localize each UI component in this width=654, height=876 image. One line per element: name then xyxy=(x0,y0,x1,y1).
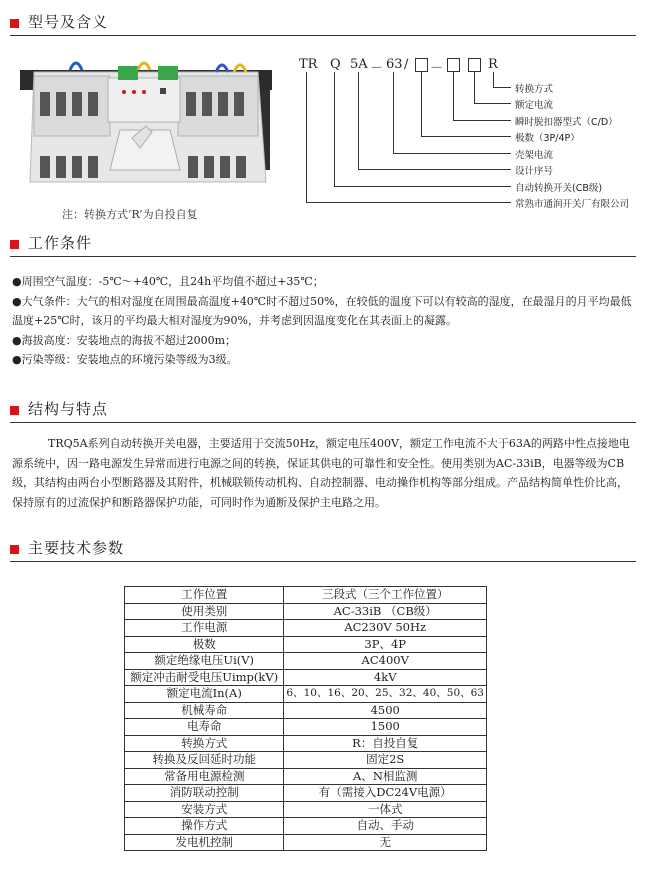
condition-item: ●海拔高度：安装地点的海拔不超过2000m； xyxy=(12,333,237,347)
param-name: 常备用电源检测 xyxy=(125,768,284,785)
code-part-q: Q xyxy=(330,57,341,72)
section-header-model xyxy=(10,10,636,36)
red-square-icon xyxy=(10,545,19,554)
code-part-tr: TR xyxy=(299,57,318,72)
param-name: 极数 xyxy=(125,636,284,653)
legend-trip-type: 瞬时脱扣器型式（C/D） xyxy=(515,117,618,128)
section-title: 结构与特点 xyxy=(28,400,109,418)
table-row xyxy=(125,669,487,686)
divider xyxy=(10,256,636,257)
table-row xyxy=(125,653,487,670)
code-part-63: 63 xyxy=(386,57,403,72)
divider xyxy=(10,422,636,423)
param-value: 自动、手动 xyxy=(284,818,487,835)
legend-ats-class: 自动转换开关(CB级) xyxy=(515,183,603,194)
section-header-conditions xyxy=(10,231,636,257)
red-square-icon xyxy=(10,240,19,249)
code-box-trip xyxy=(447,58,460,72)
red-square-icon xyxy=(10,19,19,28)
param-value: 1500 xyxy=(284,719,487,736)
table-row xyxy=(125,686,487,703)
section-title: 主要技术参数 xyxy=(28,539,125,557)
param-value: R：自投自复 xyxy=(284,735,487,752)
legend-conversion-mode: 转换方式 xyxy=(515,84,554,95)
product-image xyxy=(20,52,272,202)
param-name: 操作方式 xyxy=(125,818,284,835)
param-value: 固定2S xyxy=(284,752,487,769)
param-value: A、N相监测 xyxy=(284,768,487,785)
param-name: 消防联动控制 xyxy=(125,785,284,802)
note-text: 注：转换方式‘R’为自投自复 xyxy=(62,208,198,221)
table-row xyxy=(125,636,487,653)
table-row xyxy=(125,785,487,802)
param-name: 电寿命 xyxy=(125,719,284,736)
param-name: 转换方式 xyxy=(125,735,284,752)
red-square-icon xyxy=(10,406,19,415)
param-value: 有（需接入DC24V电源） xyxy=(284,785,487,802)
condition-item: ●大气条件：大气的相对湿度在周围最高温度+40℃时不超过50%，在较低的温度下可以有较高的湿度，在最湿月的月平均最低温度+25℃时，该月的平均最大相对湿度为90%，并考虑到因温度变化在其表面上的凝露。 xyxy=(12,294,632,327)
param-name: 额定绝缘电压Ui(V) xyxy=(125,653,284,670)
param-name: 工作电源 xyxy=(125,620,284,637)
code-part-dash-2: － xyxy=(430,61,444,76)
param-value: 6、10、16、20、25、32、40、50、63 xyxy=(284,686,487,703)
table-row xyxy=(125,603,487,620)
legend-frame-current: 壳架电流 xyxy=(515,150,554,161)
param-value: 4kV xyxy=(284,669,487,686)
param-name: 额定冲击耐受电压Uimp(kV) xyxy=(125,669,284,686)
param-value: 一体式 xyxy=(284,801,487,818)
section-header-structure xyxy=(10,397,636,423)
table-row xyxy=(125,587,487,604)
code-box-current xyxy=(468,58,481,72)
table-row xyxy=(125,719,487,736)
table-row xyxy=(125,620,487,637)
legend-poles: 极数（3P/4P） xyxy=(515,133,580,144)
param-value: AC230V 50Hz xyxy=(284,620,487,637)
table-row xyxy=(125,768,487,785)
param-name: 发电机控制 xyxy=(125,834,284,851)
param-value: AC-33iB （CB级） xyxy=(284,603,487,620)
divider xyxy=(10,35,636,36)
table-row xyxy=(125,818,487,835)
table-row xyxy=(125,735,487,752)
param-value: 3P、4P xyxy=(284,636,487,653)
table-row xyxy=(125,702,487,719)
code-part-dash: － xyxy=(370,61,384,76)
section-title: 工作条件 xyxy=(28,234,93,252)
param-name: 转换及反回延时功能 xyxy=(125,752,284,769)
table-row xyxy=(125,834,487,851)
legend-design-number: 设计序号 xyxy=(515,166,554,177)
param-value: 三段式（三个工作位置） xyxy=(284,587,487,604)
legend-rated-current: 额定电流 xyxy=(515,100,554,111)
section-title: 型号及含义 xyxy=(28,13,109,31)
legend-manufacturer: 常熟市通润开关厂有限公司 xyxy=(515,199,630,210)
condition-item: ●污染等级：安装地点的环境污染等级为3级。 xyxy=(12,353,238,366)
table-row xyxy=(125,752,487,769)
section-header-params xyxy=(10,536,636,562)
code-box-poles xyxy=(415,58,428,72)
structure-text: TRQ5A系列自动转换开关电器，主要适用于交流50Hz，额定电压400V，额定工作电流不大于63A的两路中性点接地电源系统中，因一路电源发生异常而进行电源之间的转换，保证其供电的可靠性和安全性。使用类别为AC-33iB，电器等级为CB级，其结构由两台小型断路器及其附件，机械联锁传动机构、自动控制器、电动操作机构等部分组成。产品结构简单性价比高，保持原有的过流保护和断路器保护功能，可同时作为通断及保护主电路之用。 xyxy=(12,437,630,509)
condition-item: ●周围空气温度：-5℃～+40℃，且24h平均值不超过+35℃； xyxy=(12,275,324,288)
param-value: AC400V xyxy=(284,653,487,670)
code-part-5a: 5A xyxy=(350,57,368,72)
conditions-list xyxy=(12,272,636,370)
code-part-r: R xyxy=(488,57,498,72)
param-name: 安装方式 xyxy=(125,801,284,818)
structure-paragraph xyxy=(12,434,636,512)
param-value: 4500 xyxy=(284,702,487,719)
param-name: 使用类别 xyxy=(125,603,284,620)
param-name: 机械寿命 xyxy=(125,702,284,719)
table-row xyxy=(125,801,487,818)
code-part-slash: / xyxy=(404,57,409,72)
param-name: 额定电流In(A) xyxy=(125,686,284,703)
param-name: 工作位置 xyxy=(125,587,284,604)
spec-table xyxy=(124,586,487,851)
divider xyxy=(10,561,636,562)
param-value: 无 xyxy=(284,834,487,851)
